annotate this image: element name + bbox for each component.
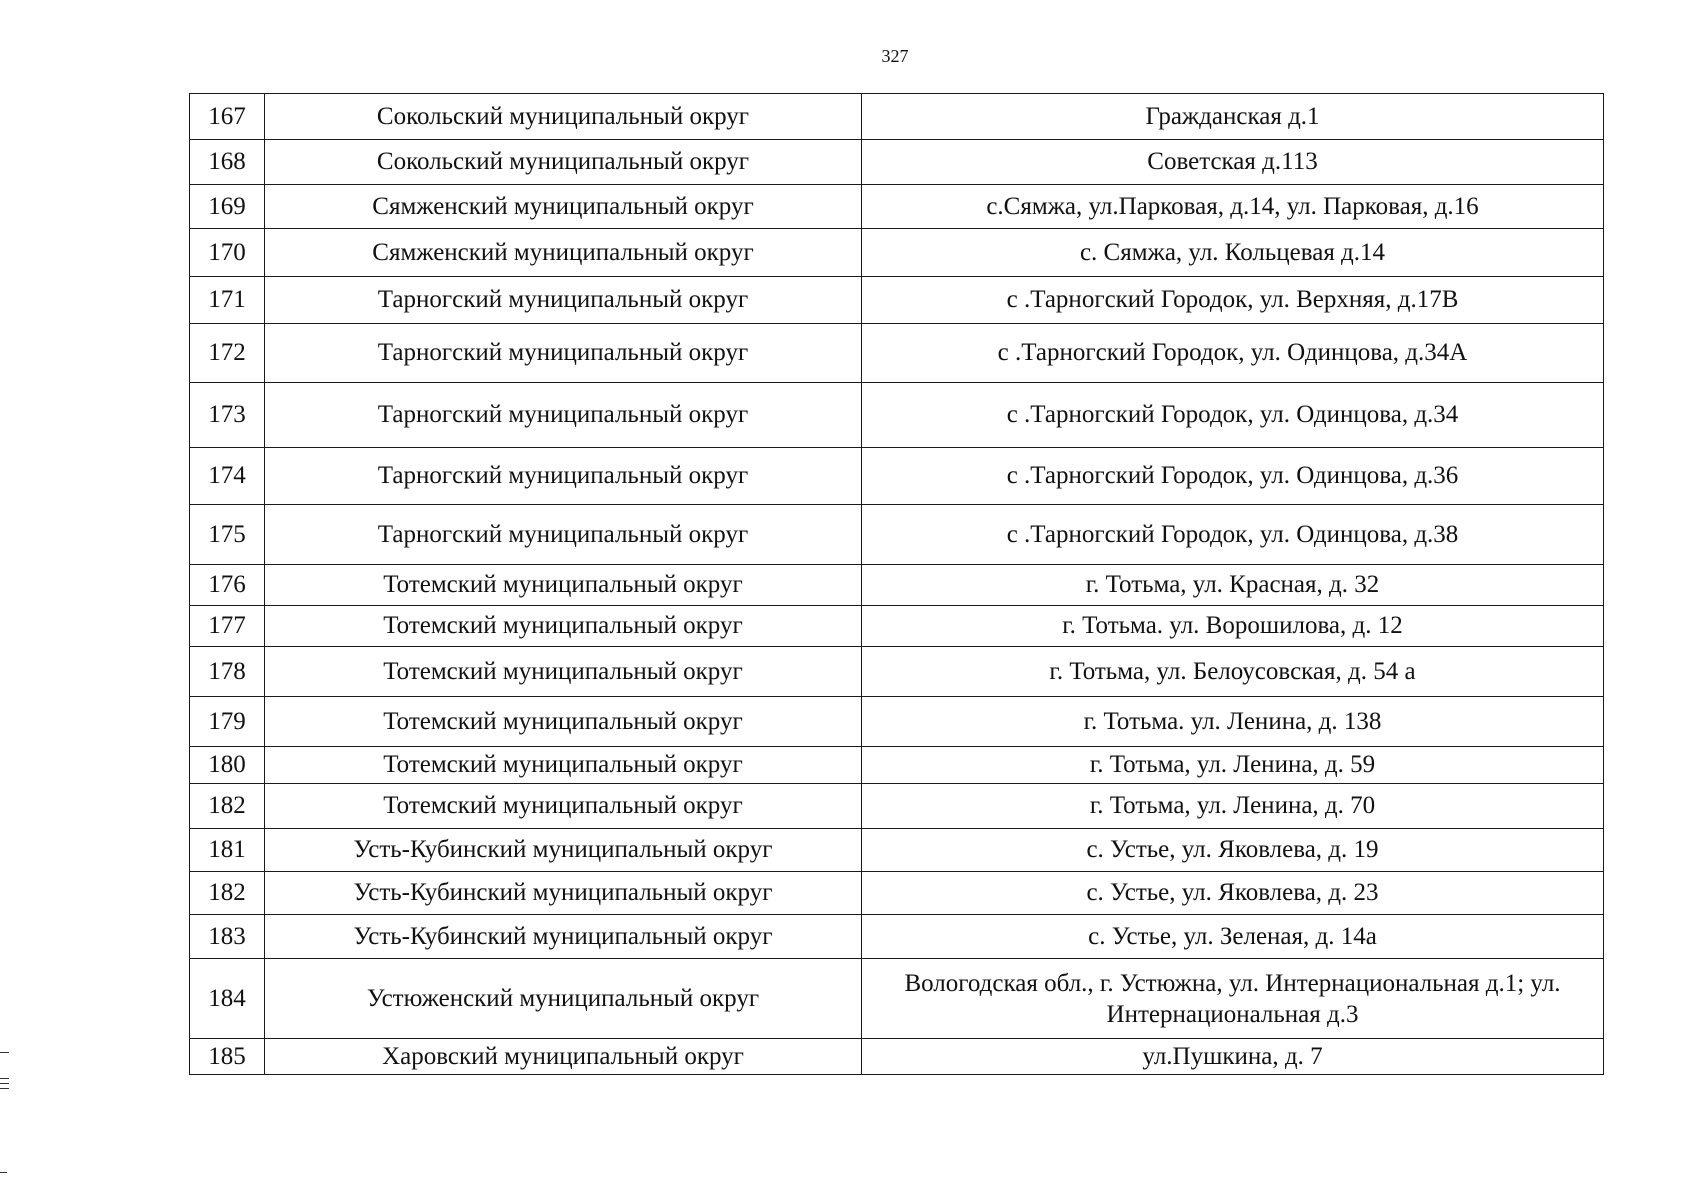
district-cell: Тотемский муниципальный округ	[265, 747, 862, 784]
address-cell: с .Тарногский Городок, ул. Одинцова, д.34	[862, 383, 1604, 448]
address-cell: г. Тотьма. ул. Ленина, д. 138	[862, 697, 1604, 747]
scan-edge-mark	[0, 1088, 9, 1089]
row-number: 182	[190, 784, 265, 829]
row-number: 172	[190, 324, 265, 383]
table-row	[190, 606, 1604, 647]
table-row	[190, 915, 1604, 959]
table-row	[190, 277, 1604, 324]
district-cell: Усть-Кубинский муниципальный округ	[265, 872, 862, 915]
table-row	[190, 229, 1604, 277]
row-number: 169	[190, 185, 265, 229]
address-table-body	[190, 94, 1604, 1075]
row-number: 180	[190, 747, 265, 784]
address-cell: с.Сямжа, ул.Парковая, д.14, ул. Парковая, д.16	[862, 185, 1604, 229]
district-cell: Усть-Кубинский муниципальный округ	[265, 829, 862, 872]
row-number: 184	[190, 959, 265, 1039]
table-row	[190, 829, 1604, 872]
row-number: 168	[190, 140, 265, 185]
district-cell: Усть-Кубинский муниципальный округ	[265, 915, 862, 959]
district-cell: Тотемский муниципальный округ	[265, 697, 862, 747]
row-number: 173	[190, 383, 265, 448]
district-cell: Сямженский муниципальный округ	[265, 229, 862, 277]
row-number: 170	[190, 229, 265, 277]
district-cell: Сямженский муниципальный округ	[265, 185, 862, 229]
table-row	[190, 959, 1604, 1039]
table-row	[190, 185, 1604, 229]
table-row	[190, 140, 1604, 185]
address-cell: ул.Пушкина, д. 7	[862, 1039, 1604, 1075]
table-row	[190, 448, 1604, 505]
district-cell: Тотемский муниципальный округ	[265, 565, 862, 606]
table-row	[190, 565, 1604, 606]
district-cell: Харовский муниципальный округ	[265, 1039, 862, 1075]
scan-edge-mark	[0, 1052, 9, 1053]
scan-edge-mark	[0, 1083, 9, 1084]
row-number: 183	[190, 915, 265, 959]
address-cell: с .Тарногский Городок, ул. Одинцова, д.34А	[862, 324, 1604, 383]
table-row	[190, 324, 1604, 383]
district-cell: Сокольский муниципальный округ	[265, 140, 862, 185]
address-cell: г. Тотьма. ул. Ворошилова, д. 12	[862, 606, 1604, 647]
district-cell: Тарногский муниципальный округ	[265, 324, 862, 383]
address-cell: с. Устье, ул. Зеленая, д. 14а	[862, 915, 1604, 959]
district-cell: Тотемский муниципальный округ	[265, 784, 862, 829]
address-cell: Гражданская д.1	[862, 94, 1604, 140]
table-row	[190, 647, 1604, 697]
address-cell: г. Тотьма, ул. Красная, д. 32	[862, 565, 1604, 606]
scan-edge-mark	[0, 1078, 9, 1079]
address-cell: г. Тотьма, ул. Ленина, д. 70	[862, 784, 1604, 829]
row-number: 181	[190, 829, 265, 872]
table-row	[190, 383, 1604, 448]
address-cell: с .Тарногский Городок, ул. Одинцова, д.38	[862, 505, 1604, 565]
table-row	[190, 784, 1604, 829]
district-cell: Тотемский муниципальный округ	[265, 647, 862, 697]
row-number: 174	[190, 448, 265, 505]
address-cell: с. Устье, ул. Яковлева, д. 19	[862, 829, 1604, 872]
address-cell: Вологодская обл., г. Устюжна, ул. Интернациональная д.1; ул. Интернациональная д.3	[862, 959, 1604, 1039]
address-cell: с. Устье, ул. Яковлева, д. 23	[862, 872, 1604, 915]
table-row	[190, 747, 1604, 784]
row-number: 182	[190, 872, 265, 915]
table-row	[190, 872, 1604, 915]
address-cell: с .Тарногский Городок, ул. Одинцова, д.36	[862, 448, 1604, 505]
address-cell: г. Тотьма, ул. Ленина, д. 59	[862, 747, 1604, 784]
table-row	[190, 94, 1604, 140]
table-row	[190, 1039, 1604, 1075]
row-number: 167	[190, 94, 265, 140]
row-number: 176	[190, 565, 265, 606]
address-cell: г. Тотьма, ул. Белоусовская, д. 54 а	[862, 647, 1604, 697]
row-number: 171	[190, 277, 265, 324]
address-cell: с. Сямжа, ул. Кольцевая д.14	[862, 229, 1604, 277]
district-cell: Сокольский муниципальный округ	[265, 94, 862, 140]
district-cell: Тарногский муниципальный округ	[265, 277, 862, 324]
district-cell: Тотемский муниципальный округ	[265, 606, 862, 647]
row-number: 175	[190, 505, 265, 565]
row-number: 179	[190, 697, 265, 747]
table-row	[190, 697, 1604, 747]
address-cell: с .Тарногский Городок, ул. Верхняя, д.17В	[862, 277, 1604, 324]
page-number: 327	[881, 46, 909, 66]
district-cell: Устюженский муниципальный округ	[265, 959, 862, 1039]
district-cell: Тарногский муниципальный округ	[265, 383, 862, 448]
district-cell: Тарногский муниципальный округ	[265, 448, 862, 505]
scan-edge-mark	[0, 1172, 7, 1173]
row-number: 177	[190, 606, 265, 647]
table-row	[190, 505, 1604, 565]
address-table	[189, 93, 1604, 1075]
address-cell: Советская д.113	[862, 140, 1604, 185]
district-cell: Тарногский муниципальный округ	[265, 505, 862, 565]
row-number: 178	[190, 647, 265, 697]
row-number: 185	[190, 1039, 265, 1075]
